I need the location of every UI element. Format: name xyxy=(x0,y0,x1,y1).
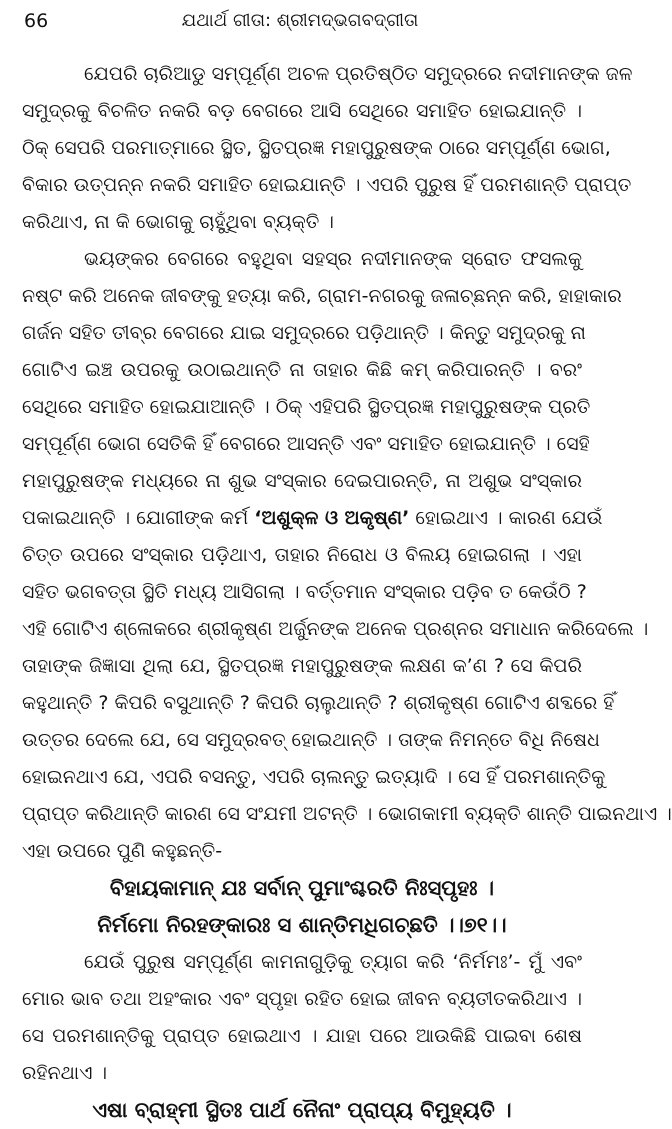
text-segment: ଏହି ଗୋଟିଏ ଶ୍ଳୋକରେ ଶ୍ରୀକୃଷ୍ଣ ଅର୍ଜୁନଙ୍କ ଅନେକ ପ୍ରଶ୍ନର ସମାଧାନ କରିଦେଲେ । xyxy=(22,618,649,640)
text-line xyxy=(22,167,632,204)
text-segment: ସହିତ ଭଗବତ୍ତା ସ୍ଥିତି ମଧ୍ୟ ଆସିଗଲା । ବର୍ତ୍ତମାନ ସଂସ୍କାର ପଡ଼ିବ ତ କେଉଁଠି ? xyxy=(22,581,587,603)
text-line xyxy=(22,685,615,722)
running-title: ଯଥାର୍ଥ ଗୀତା: ଶ୍ରୀମଦ୍‌ଭଗବଦ୍‌ଗୀତା xyxy=(181,10,419,31)
text-segment: ଗୋଟିଏ ଇଞ୍ଚ ଉପରକୁ ଉଠାଇଥାନ୍ତି ନା ତାହାର କିଛି କମ୍ କରିପାରନ୍ତି । ବରଂ xyxy=(22,359,582,381)
text-segment: ଭୟଙ୍କର ବେଗରେ ବହୁଥିବା ସହସ୍ର ନଦୀମାନଙ୍କ ସ୍ରୋତ ଫସଲକୁ xyxy=(84,248,582,270)
text-segment: ସେ ପରମଶାନ୍ତିକୁ ପ୍ରାପ୍ତ ହୋଇଥାଏ । ଯାହା ପରେ ଆଉକିଛି ପାଇବା ଶେଷ xyxy=(22,1025,582,1047)
text-segment: ଠିକ୍ ସେପରି ପରମାତ୍ମାରେ ସ୍ଥିତ, ସ୍ଥିତପ୍ରଜ୍ଞ ମହାପୁରୁଷଙ୍କ ଠାରେ ସମ୍ପୂର୍ଣ୍ଣ ଭୋଗ, xyxy=(22,137,611,159)
text-line xyxy=(22,130,611,167)
text-segment: ପ୍ରାପ୍ତ କରିଥାନ୍ତି କାରଣ ସେ ସଂଯମୀ ଅଟନ୍ତି । ଭୋଗକାମୀ ବ୍ୟକ୍ତି ଶାନ୍ତି ପାଇନଥାଏ । xyxy=(22,803,672,825)
text-segment: ଯେପରି ଚାରିଆଡୁ ସମ୍ପୂର୍ଣ୍ଣ ଅଚଳ ପ୍ରତିଷ୍ଠିତ ସମୁଦ୍ରରେ ନଦୀମାନଙ୍କ ଜଳ xyxy=(84,63,633,85)
text-segment: ନଷ୍ଟ କରି ଅନେକ ଜୀବଙ୍କୁ ହତ୍ୟା କରି, ଗ୍ରାମ-ନଗରକୁ ଜଳାଚ୍ଛନ୍ନ କରି, ହାହାକାର xyxy=(22,285,622,307)
text-segment: ହୋଇନଥାଏ ଯେ, ଏପରି ବସନ୍ତୁ, ଏପରି ଚାଲନ୍ତୁ ଇତ୍ୟାଦି । ସେ ହିଁ ପରମଶାନ୍ତିକୁ xyxy=(22,766,606,788)
text-segment: ହୋଇଥାଏ । କାରଣ ଯେଉଁ xyxy=(409,507,603,529)
text-line xyxy=(22,722,600,759)
emphasized-term: ‘ଅଶୁକ୍ଳ ଓ ଅକୃଷ୍ଣ’ xyxy=(254,507,410,529)
text-line xyxy=(22,796,672,833)
body-text xyxy=(22,56,672,1129)
text-line xyxy=(22,315,586,352)
text-line xyxy=(22,278,622,315)
page-header xyxy=(0,8,600,38)
text-line xyxy=(22,537,582,574)
text-segment: ବିକାର ଉତ୍ପନ୍ନ ନକରି ସମାହିତ ହୋଇଯାନ୍ତି । ଏପରି ପୁରୁଷ ହିଁ ପରମଶାନ୍ତି ପ୍ରାପ୍ତ xyxy=(22,174,632,196)
text-line xyxy=(22,944,582,981)
text-line xyxy=(22,93,582,130)
text-segment: ମହାପୁରୁଷଙ୍କ ମଧ୍ୟରେ ନା ଶୁଭ ସଂସ୍କାର ଦେଇପାରନ୍ତି, ନା ଅଶୁଭ ସଂସ୍କାର xyxy=(22,470,582,492)
text-line xyxy=(22,759,606,796)
text-line xyxy=(22,574,587,611)
text-segment: ନିର୍ମମୋ ନିରହଙ୍କାରଃ ସ ଶାନ୍ତିମଧିଗଚ୍ଛତି ।।୭୧।। xyxy=(97,913,507,937)
verse-line xyxy=(22,907,582,944)
text-segment: ତାହାଙ୍କ ଜିଜ୍ଞାସା ଥିଲା ଯେ, ସ୍ଥିତପ୍ରଜ୍ଞ ମହାପୁରୁଷଙ୍କ ଲକ୍ଷଣ କ’ଣ ? ସେ କିପରି xyxy=(22,655,582,677)
text-segment: ଏହା ଉପରେ ପୁଣି କହୁଛନ୍ତି- xyxy=(22,840,223,862)
text-segment: ଉତ୍ତର ଦେଲେ ଯେ, ସେ ସମୁଦ୍ରବତ୍ ହୋଇଥାନ୍ତି । ତାଙ୍କ ନିମନ୍ତେ ବିଧି ନିଷେଧ xyxy=(22,729,600,751)
text-segment: କରିଥାଏ, ନା କି ଭୋଗକୁ ଚାହୁଁଥିବା ବ୍ୟକ୍ତି । xyxy=(22,211,334,233)
text-line xyxy=(22,56,633,93)
verse-line xyxy=(22,870,582,907)
text-line xyxy=(22,981,582,1018)
text-segment: ରହିନଥାଏ । xyxy=(22,1062,108,1084)
text-line xyxy=(22,833,582,870)
text-segment: ମୋର ଭାବ ତଥା ଅହଂକାର ଏବଂ ସ୍ପୃହା ରହିତ ହୋଇ ଜୀବନ ବ୍ୟତୀତକରିଥାଏ । xyxy=(22,988,582,1010)
text-line xyxy=(22,648,582,685)
text-line xyxy=(22,463,582,500)
text-line xyxy=(22,426,590,463)
text-segment: ଚିତ୍ତ ଉପରେ ସଂସ୍କାର ପଡ଼ିଥାଏ, ତାହାର ନିରୋଧ ଓ ବିଲୟ ହୋଇଗଲା । ଏହା xyxy=(22,544,582,566)
text-segment: ସମୁଦ୍ରକୁ ବିଚଳିତ ନକରି ବଡ଼ ବେଗରେ ଆସି ସେଥିରେ ସମାହିତ ହୋଇଯାନ୍ତି । xyxy=(22,100,582,122)
text-segment: କହୁଥାନ୍ତି ? କିପରି ବସୁଥାନ୍ତି ? କିପରି ଚାଲୁଥାନ୍ତି ? ଶ୍ରୀକୃଷ୍ଣ ଗୋଟିଏ ଶବ୍ଦରେ ହିଁ xyxy=(22,692,615,714)
text-segment: ଗର୍ଜନ ସହିତ ତୀବ୍ର ବେଗରେ ଯାଇ ସମୁଦ୍ରରେ ପଡ଼ିଥାନ୍ତି । କିନ୍ତୁ ସମୁଦ୍ରକୁ ନା xyxy=(22,322,586,344)
text-line xyxy=(22,204,582,241)
text-line xyxy=(22,1018,582,1055)
text-segment: ସମ୍ପୂର୍ଣ୍ଣ ଭୋଗ ସେତିକି ହିଁ ବେଗରେ ଆସନ୍ତି ଏବଂ ସମାହିତ ହୋଇଯାନ୍ତି । ସେହି xyxy=(22,433,590,455)
text-line xyxy=(22,500,603,537)
text-segment: ସେଥିରେ ସମାହିତ ହୋଇଯାଆନ୍ତି । ଠିକ୍ ଏହିପରି ସ୍ଥିତପ୍ରଜ୍ଞ ମହାପୁରୁଷଙ୍କ ପ୍ରତି xyxy=(22,396,591,418)
text-segment: ଯେଉଁ ପୁରୁଷ ସମ୍ପୂର୍ଣ୍ଣ କାମନାଗୁଡ଼ିକୁ ତ୍ୟାଗ କରି ‘ନିର୍ମମଃ’- ମୁଁ ଏବଂ xyxy=(84,951,582,973)
text-line xyxy=(22,352,582,389)
text-line xyxy=(22,389,591,426)
text-line xyxy=(22,1055,582,1092)
text-line xyxy=(22,241,582,278)
text-segment: ପକାଇଥାନ୍ତି । ଯୋଗୀଙ୍କ କର୍ମ xyxy=(22,507,255,529)
text-segment: ବିହାୟକାମାନ୍ ଯଃ ସର୍ବାନ୍ ପୁମାଂଶ୍ଚରତି ନିଃସ୍ପୃହଃ । xyxy=(109,876,495,900)
text-line xyxy=(22,611,649,648)
page-number: 66 xyxy=(24,10,49,32)
verse-line xyxy=(22,1092,582,1129)
text-segment: ଏଷା ବ୍ରାହ୍ମୀ ସ୍ଥିତଃ ପାର୍ଥ ନୈନାଂ ପ୍ରାପ୍ୟ ବିମୁହ୍ୟତି । xyxy=(92,1098,512,1122)
